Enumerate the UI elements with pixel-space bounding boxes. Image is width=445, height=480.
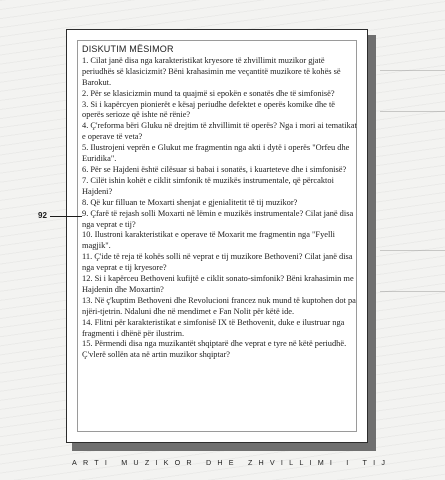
page-number: 92 xyxy=(38,211,47,220)
question-item: 13. Në ç'kuptim Bethoveni dhe Revolucioni francez nuk mund të kuptohen dot pa njëri-tjetrin. Ndaluni dhe në mendimet e Fan Nolit për këtë ide. xyxy=(82,295,356,316)
question-item: 3. Si i kapërcyen pionierët e kësaj periudhe defektet e operës komike dhe të operës serioze që ishte në rënie? xyxy=(82,99,336,120)
discussion-content xyxy=(82,44,358,361)
question-item: 8. Që kur filluan te Moxarti shenjat e gjenialitetit të tij muzikor? xyxy=(82,197,298,207)
question-item: 10. Ilustroni karakteristikat e operave të Moxarit me fragmentin nga "Fyelli magjik". xyxy=(82,230,335,251)
question-item: 4. Ç'reforma bëri Gluku në drejtim të zhvillimit të operës? Nga i mori ai tematikat e operave të veta? xyxy=(82,121,357,142)
question-item: 5. Ilustrojeni veprën e Glukut me fragmentin nga akti i dytë i operës "Orfeu dhe Euridika". xyxy=(82,143,350,164)
question-item: 6. Për se Hajdeni është cilësuar si babai i sonatës, i kuarteteve dhe i simfonisë? xyxy=(82,164,347,174)
question-item: 15. Përmendi disa nga muzikantët shqiptarë dhe veprat e tyre në këtë periudhë. Ç'vlerë sollën ata në artin muzikor shqiptar? xyxy=(82,339,347,360)
question-item: 1. Cilat janë disa nga karakteristikat kryesore të zhvillimit muzikor gjatë periudhës së klasicizmit? Bëni krahasimin me veçantitë muzikore të kohës së Barokut. xyxy=(82,55,341,87)
question-item: 12. Si i kapërceu Bethoveni kufijtë e ciklit sonato-simfonik? Bëni krahasimin me Hajdenin dhe Moxartin? xyxy=(82,274,354,294)
music-staff-decoration xyxy=(380,70,445,112)
music-staff-decoration xyxy=(380,250,445,292)
section-heading: DISKUTIM MËSIMOR xyxy=(82,44,174,54)
question-item: 14. Flitni për karakteristikat e simfonisë IX të Bethovenit, duke e ilustruar nga fragmenti i dhënë për ilustrim. xyxy=(82,317,345,338)
page-number-rule xyxy=(50,216,82,217)
question-item: 2. Për se klasicizmin mund ta quajmë si epokën e sonatës dhe të simfonisë? xyxy=(82,88,335,98)
running-footer: ARTI MUZIKOR DHE ZHVILLIMI I TIJ xyxy=(72,458,392,467)
question-item: 9. Çfarë të rejash solli Moxarti në lëmin e muzikës instrumentale? Cilat janë disa nga veprat e tij? xyxy=(82,208,354,229)
question-item: 7. Cilët ishin kohët e ciklit simfonik të muzikës instrumentale, që përcaktoi Hajdeni? xyxy=(82,175,334,196)
question-item: 11. Ç'ide të reja të kohës solli në veprat e tij muzikore Bethoveni? Cilat janë disa nga veprat e tij kryesore? xyxy=(82,252,353,273)
